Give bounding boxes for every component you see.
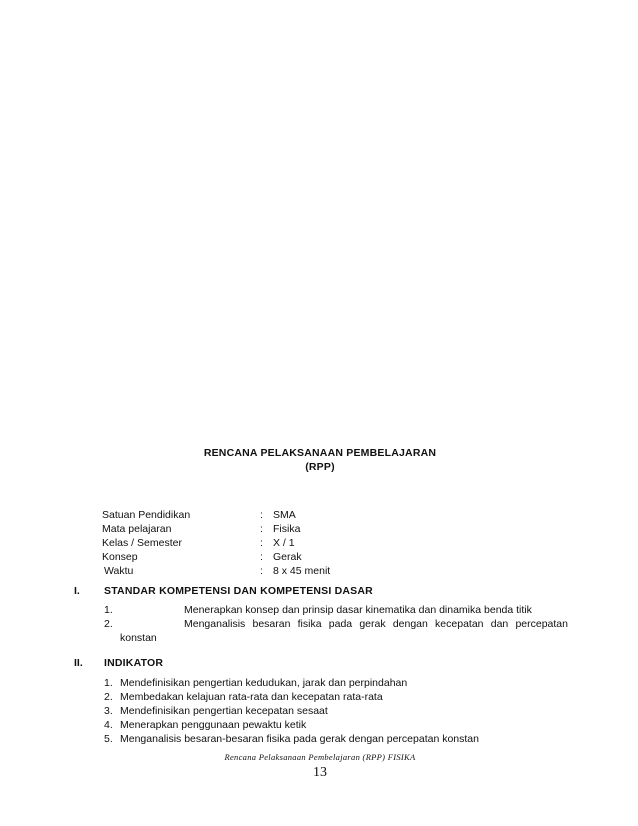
info-label: Mata pelajaran: [102, 523, 172, 535]
item-number: 1.: [104, 604, 113, 616]
page-footer: Rencana Pelaksanaan Pembelajaran (RPP) FISIKA: [224, 752, 416, 762]
info-colon: :: [260, 523, 263, 535]
item-number: 2.: [104, 691, 113, 703]
info-row: [102, 550, 402, 564]
info-row: [102, 564, 402, 578]
info-value: X / 1: [273, 537, 295, 549]
list-item: [104, 732, 568, 746]
item-number: 4.: [104, 719, 113, 731]
info-row: [102, 522, 402, 536]
list-item: [104, 704, 568, 718]
info-row: [102, 508, 402, 522]
section-number: I.: [74, 585, 80, 597]
section-heading: STANDAR KOMPETENSI DAN KOMPETENSI DASAR: [104, 585, 373, 597]
info-colon: :: [260, 509, 263, 521]
item-text: Menganalisis besaran fisika pada gerak dengan kecepatan dan percepatan: [184, 618, 568, 630]
info-label: Konsep: [102, 551, 138, 563]
item-text: Menganalisis besaran-besaran fisika pada gerak dengan percepatan konstan: [120, 733, 479, 745]
item-text: Membedakan kelajuan rata-rata dan kecepatan rata-rata: [120, 691, 383, 703]
info-value: Gerak: [273, 551, 302, 563]
info-label: Kelas / Semester: [102, 537, 182, 549]
info-value: Fisika: [273, 523, 301, 535]
info-colon: :: [260, 565, 263, 577]
list-item: [104, 718, 568, 732]
list-item: [104, 603, 568, 617]
section-number: II.: [74, 657, 83, 669]
item-text: Menerapkan penggunaan pewaktu ketik: [120, 719, 307, 731]
list-item: [104, 676, 568, 690]
info-colon: :: [260, 551, 263, 563]
item-number: 3.: [104, 705, 113, 717]
indicator-list: [104, 676, 568, 746]
section-heading: INDIKATOR: [104, 657, 164, 669]
competency-list: [104, 603, 568, 645]
info-colon: :: [260, 537, 263, 549]
page-number: 13: [313, 765, 327, 780]
info-row: [102, 536, 402, 550]
info-value: SMA: [273, 509, 296, 521]
info-value: 8 x 45 menit: [273, 565, 331, 577]
info-label: Satuan Pendidikan: [102, 509, 191, 521]
item-text: Mendefinisikan pengertian kecepatan sesaat: [120, 705, 328, 717]
document-title: RENCANA PELAKSANAAN PEMBELAJARAN: [203, 447, 437, 459]
item-number: 2.: [104, 618, 113, 630]
document-subtitle: (RPP): [305, 461, 335, 473]
item-number: 5.: [104, 733, 113, 745]
item-continuation: konstan: [120, 632, 157, 644]
item-number: 1.: [104, 677, 113, 689]
list-item: [104, 617, 568, 631]
item-text: Menerapkan konsep dan prinsip dasar kinematika dan dinamika benda titik: [184, 604, 532, 616]
info-label: Waktu: [104, 565, 134, 577]
identity-table: [102, 508, 402, 578]
list-item: [104, 690, 568, 704]
item-text: Mendefinisikan pengertian kedudukan, jarak dan perpindahan: [120, 677, 408, 689]
